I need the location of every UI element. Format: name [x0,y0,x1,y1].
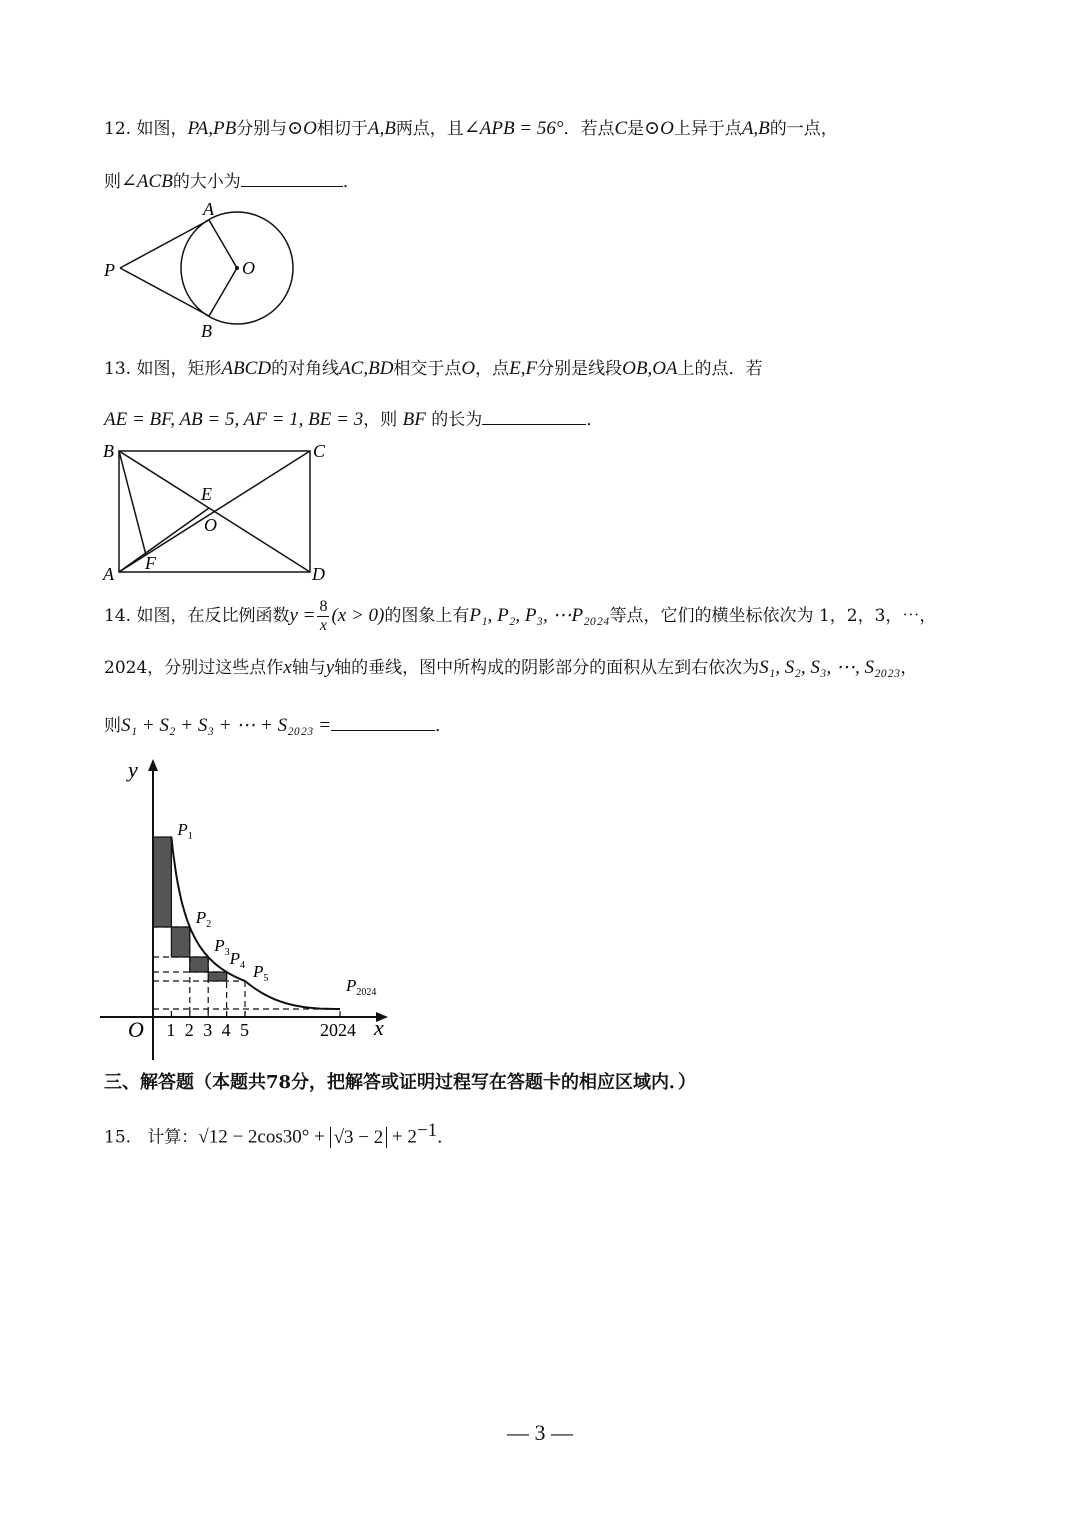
label-P: P [104,260,115,280]
label-B: B [201,321,212,341]
section-3-title: 三、解答题（本题共78分，把解答或证明过程写在答题卡的相应区域内．） [104,1072,697,1093]
q14-line3: 则S₁ + S₂ + S₃ + ⋯ + S₂₀₂₃ = ． [104,715,453,736]
x-tick-label-5: 5 [240,1020,249,1040]
q15-line: 15. 计算：$√12 - 2\cos 30^\circ + √3 - 2 + 2^{-1}$． [104,1120,455,1148]
y-axis-arrow [148,759,158,771]
shaded-rect-S3 [190,957,208,972]
q12-figure [100,198,300,343]
x-tick-label-2: 2 [184,1020,194,1040]
q14-chart [100,755,400,1065]
point-label-4: $P_4$ [229,949,245,971]
x-tick-label-3: 3 [203,1020,213,1040]
label-O: O [204,515,217,535]
q14-line1: 14. 如图，在反比例函数y = $\frac{8}{x}$ (x > 0)的图象上有P₁, P₂, P₃, ⋯P₂₀₂₄等点，它们的横坐标依次为 1，2，3，⋯， [104,598,937,634]
q13-line2: AE = BF, AB = 5, AF = 1, BE = 3，则 BF 的长为 ． [104,409,604,430]
label-B: B [103,441,114,461]
point-label-3: $P_3$ [214,935,230,958]
shaded-rect-S4 [208,972,226,981]
x-tick-label-4: 4 [221,1020,231,1040]
x-tick-label-2024: 2024 [320,1020,356,1040]
label-C: C [313,441,326,461]
x-axis-label: x [374,1015,384,1040]
shaded-rect-S2 [171,927,189,957]
x-tick-label-1: 1 [166,1020,176,1040]
answer-blank[interactable] [331,714,435,731]
q12-line2: 则∠ACB的大小为 ． [104,171,360,192]
point-label-6: $P_{2024}$ [346,976,377,998]
label-A: A [203,199,214,219]
label-F: F [145,553,156,573]
point-label-1: $P_1$ [177,820,193,842]
fraction: $\frac{8}{x}$ [319,598,328,634]
q13-line1: 13. 如图，矩形ABCD的对角线AC,BD相交于点O，点E,F分别是线段OB,OA上的点．若 [104,358,763,379]
q13-figure [100,438,340,583]
point-label-5: $P_5$ [253,962,269,984]
y-axis-label: y [128,757,138,782]
page-footer: — 3 — [507,1420,573,1445]
point-label-2: $P_2$ [195,908,212,930]
shaded-rect-S1 [153,837,171,927]
label-A: A [103,564,114,584]
origin-label: O [128,1017,144,1042]
answer-blank[interactable] [482,408,586,425]
label-D: D [312,564,325,584]
answer-blank[interactable] [241,170,343,187]
q14-line2: 2024，分别过这些点作x轴与y轴的垂线，图中所构成的阴影部分的面积从左到右依次为S₁, S₂, S₃, ⋯, S₂₀₂₃， [104,657,918,678]
label-E: E [201,484,212,504]
label-O: O [242,258,255,278]
q12-line1: 12. 如图，PA,PB分别与⊙O相切于A,B两点，且∠APB = 56°．若点C是⊙O上异于点A,B的一点， [104,118,838,139]
